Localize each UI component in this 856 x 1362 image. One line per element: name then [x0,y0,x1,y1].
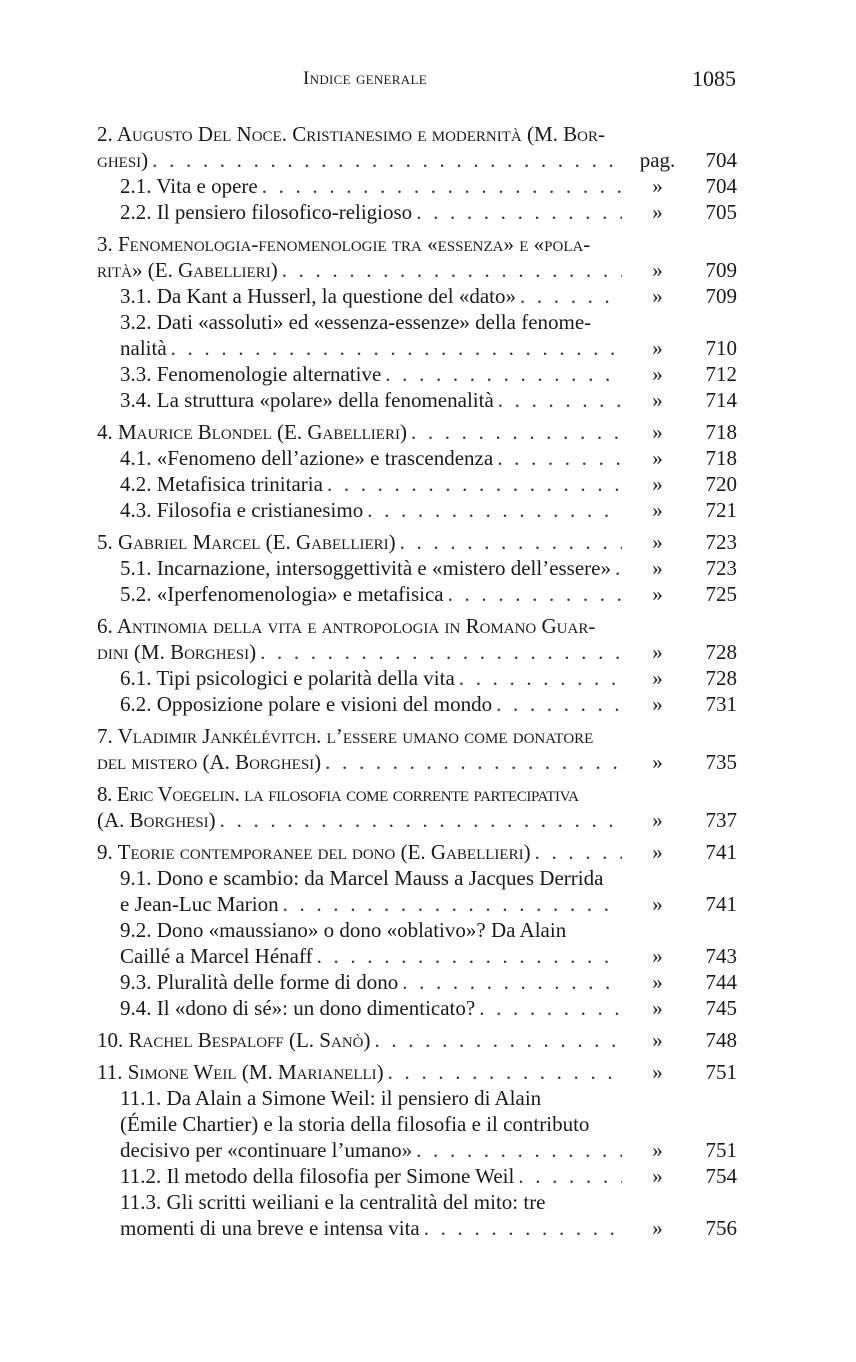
ditto-marker: » [652,944,663,968]
leader-dots [494,387,622,413]
ditto-marker: » [652,1028,663,1052]
page-ref: 731 [705,692,737,716]
toc-subentry-title: 6.2. Opposizione polare e visioni del mondo [120,692,493,716]
toc-entry-2 [97,121,737,225]
ditto-marker: » [652,420,663,444]
ditto-marker: » [652,892,663,916]
leader-dots [407,419,622,445]
toc-entry-title: 2. Augusto Del Noce. Cristianesimo e modernità (M. Bor- [97,122,605,146]
leader-dots [370,1027,622,1053]
toc-entry-9 [97,839,737,1021]
page-ref: 743 [705,944,737,968]
toc-subentry [97,555,737,581]
page-ref: 710 [705,336,737,360]
ditto-marker: » [652,840,663,864]
toc-subentry [97,995,737,1021]
page-ref: 709 [705,258,737,282]
leader-dots [363,497,622,523]
leader-dots [381,361,622,387]
page-ref: 751 [705,1060,737,1084]
toc-subentry-title: 4.3. Filosofia e cristianesimo [120,498,364,522]
ditto-marker: » [652,1060,663,1084]
toc-entry-title: 9. Teorie contemporanee del dono (E. Gabellieri) [97,840,531,864]
toc-entry-11 [97,1059,737,1241]
ditto-marker: » [652,750,663,774]
toc-entry-title: 3. Fenomenologia-fenomenologie tra «essenza» e «pola- [97,232,591,256]
toc-subentry [97,361,737,387]
page-ref: 748 [705,1028,737,1052]
toc-subentry [97,309,737,361]
toc-subentry-title-cont: e Jean-Luc Marion [120,892,279,916]
leader-dots [256,639,622,665]
toc-entry-title-cont: del mistero (A. Borghesi) [97,750,322,774]
ditto-marker: » [652,582,663,606]
toc-entry-title-cont: dini (M. Borghesi) [97,640,257,664]
ditto-marker: » [652,200,663,224]
page-ref: 720 [705,472,737,496]
toc-subentry-title-cont: momenti di una breve e intensa vita [120,1216,420,1240]
toc-subentry-title-cont: nalità [120,336,167,360]
toc-subentry-title: 4.1. «Fenomeno dell’azione» e trascendenza [120,446,494,470]
toc-subentry-title: 3.2. Dati «assoluti» ed «essenza-essenze» della fenome- [120,310,592,334]
toc-entry-title: 10. Rachel Bespaloff (L. Sanò) [97,1028,371,1052]
toc-entry-5 [97,529,737,607]
ditto-marker: » [652,498,663,522]
page-ref: 704 [705,148,737,172]
toc-entry-4 [97,419,737,523]
toc-subentry [97,387,737,413]
page-ref: 704 [705,174,737,198]
leader-dots [278,257,622,283]
leader-dots [492,691,622,717]
leader-dots [444,581,622,607]
toc-subentry-title: 2.2. Il pensiero filosofico-religioso [120,200,413,224]
toc-subentry-title-cont: Caillé a Marcel Hénaff [120,944,313,968]
toc-subentry [97,471,737,497]
ditto-marker: » [652,1138,663,1162]
toc-subentry [97,917,737,969]
leader-dots [396,529,622,555]
leader-dots [514,1163,622,1189]
page-ref: 756 [705,1216,737,1240]
leader-dots [611,555,622,581]
toc-subentry [97,969,737,995]
toc-subentry-title: 9.3. Pluralità delle forme di dono [120,970,399,994]
toc-entry-title: 11. Simone Weil (M. Marianelli) [97,1060,384,1084]
leader-dots [216,807,622,833]
toc-subentry-title: 6.1. Tipi psicologici e polarità della vita [120,666,455,690]
toc-subentry [97,691,737,717]
toc-subentry-title: 4.2. Metafisica trinitaria [120,472,323,496]
leader-dots [516,283,622,309]
page-ref: 751 [705,1138,737,1162]
ditto-marker: » [652,996,663,1020]
toc-subentry-title: 3.4. La struttura «polare» della fenomenalità [120,388,494,412]
page-ref: 725 [705,582,737,606]
page-ref: 714 [705,388,737,412]
toc-entry-title: 4. Maurice Blondel (E. Gabellieri) [97,420,407,444]
toc-subentry [97,1163,737,1189]
toc-entry-3 [97,231,737,413]
ditto-marker: » [652,258,663,282]
toc-subentry-title: 3.3. Fenomenologie alternative [120,362,382,386]
page-ref: 709 [705,284,737,308]
toc-subentry [97,581,737,607]
page-marker: pag. [639,148,676,172]
toc-entry-6 [97,613,737,717]
leader-dots [148,147,622,173]
toc-subentry-title: 9.4. Il «dono di sé»: un dono dimenticato? [120,996,476,1020]
ditto-marker: » [652,446,663,470]
toc-subentry-title: 9.2. Dono «maussiano» o dono «oblativo»? Da Alain [120,918,567,942]
toc-entry-8 [97,781,737,833]
toc-subentry [97,199,737,225]
page-ref: 721 [705,498,737,522]
ditto-marker: » [652,692,663,716]
ditto-marker: » [652,1164,663,1188]
leader-dots [258,173,622,199]
toc-subentry [97,497,737,523]
toc-subentry-title-cont: (Émile Chartier) e la storia della filosofia e il contributo [120,1112,590,1136]
ditto-marker: » [652,174,663,198]
ditto-marker: » [652,1216,663,1240]
page-ref: 705 [705,200,737,224]
toc-entry-title-cont: (A. Borghesi) [97,808,216,832]
leader-dots [412,1137,622,1163]
page-number: 1085 [692,66,736,91]
toc-subentry-title: 11.2. Il metodo della filosofia per Simone Weil [120,1164,515,1188]
ditto-marker: » [652,556,663,580]
toc-subentry-title-cont: decisivo per «continuare l’umano» [120,1138,413,1162]
toc-subentry [97,865,737,917]
ditto-marker: » [652,388,663,412]
leader-dots [323,471,622,497]
toc-subentry-title: 3.1. Da Kant a Husserl, la questione del «dato» [120,284,516,308]
toc-subentry [97,1189,737,1241]
leader-dots [531,839,622,865]
leader-dots [321,749,622,775]
leader-dots [412,199,622,225]
toc-subentry [97,283,737,309]
table-of-contents [97,121,737,1241]
leader-dots [313,943,622,969]
page-ref: 744 [705,970,737,994]
ditto-marker: » [652,970,663,994]
leader-dots [279,891,622,917]
toc-entry-title: 6. Antinomia della vita e antropologia in Romano Guar- [97,614,596,638]
leader-dots [398,969,622,995]
toc-subentry-title: 2.1. Vita e opere [120,174,258,198]
running-title: Indice generale [303,68,427,89]
toc-subentry-title: 11.1. Da Alain a Simone Weil: il pensiero di Alain [120,1086,542,1110]
page-ref: 718 [705,420,737,444]
leader-dots [493,445,622,471]
page-ref: 735 [705,750,737,774]
toc-subentry-title: 11.3. Gli scritti weiliani e la centralità del mito: tre [120,1190,546,1214]
page-ref: 712 [705,362,737,386]
leader-dots [384,1059,622,1085]
page-ref: 723 [705,530,737,554]
page-ref: 728 [705,666,737,690]
page-ref: 718 [705,446,737,470]
ditto-marker: » [652,336,663,360]
toc-subentry [97,445,737,471]
ditto-marker: » [652,362,663,386]
running-head [120,66,736,96]
toc-entry-title: 8. Eric Voegelin. la filosofia come corrente partecipativa [97,782,579,806]
ditto-marker: » [652,640,663,664]
leader-dots [475,995,622,1021]
toc-entry-title: 5. Gabriel Marcel (E. Gabellieri) [97,530,396,554]
page-ref: 737 [705,808,737,832]
page-ref: 728 [705,640,737,664]
toc-subentry-title: 5.1. Incarnazione, intersoggettività e «mistero dell’essere» [120,556,611,580]
leader-dots [420,1215,622,1241]
toc-entry-title-cont: rità» (E. Gabellieri) [97,258,278,282]
toc-subentry [97,173,737,199]
ditto-marker: » [652,530,663,554]
toc-subentry-title: 9.1. Dono e scambio: da Marcel Mauss a Jacques Derrida [120,866,604,890]
ditto-marker: » [652,808,663,832]
toc-entry-10 [97,1027,737,1053]
toc-entry-title: 7. Vladimir Jankélévitch. l’essere umano come donatore [97,724,594,748]
page-ref: 754 [705,1164,737,1188]
page-ref: 745 [705,996,737,1020]
leader-dots [455,665,622,691]
ditto-marker: » [652,666,663,690]
toc-subentry-title: 5.2. «Iperfenomenologia» e metafisica [120,582,444,606]
toc-entry-title-cont: ghesi) [97,148,149,172]
toc-entry-7 [97,723,737,775]
ditto-marker: » [652,284,663,308]
ditto-marker: » [652,472,663,496]
toc-subentry [97,665,737,691]
leader-dots [167,335,622,361]
toc-subentry [97,1085,737,1163]
page-ref: 741 [705,892,737,916]
page-ref: 723 [705,556,737,580]
page-ref: 741 [705,840,737,864]
